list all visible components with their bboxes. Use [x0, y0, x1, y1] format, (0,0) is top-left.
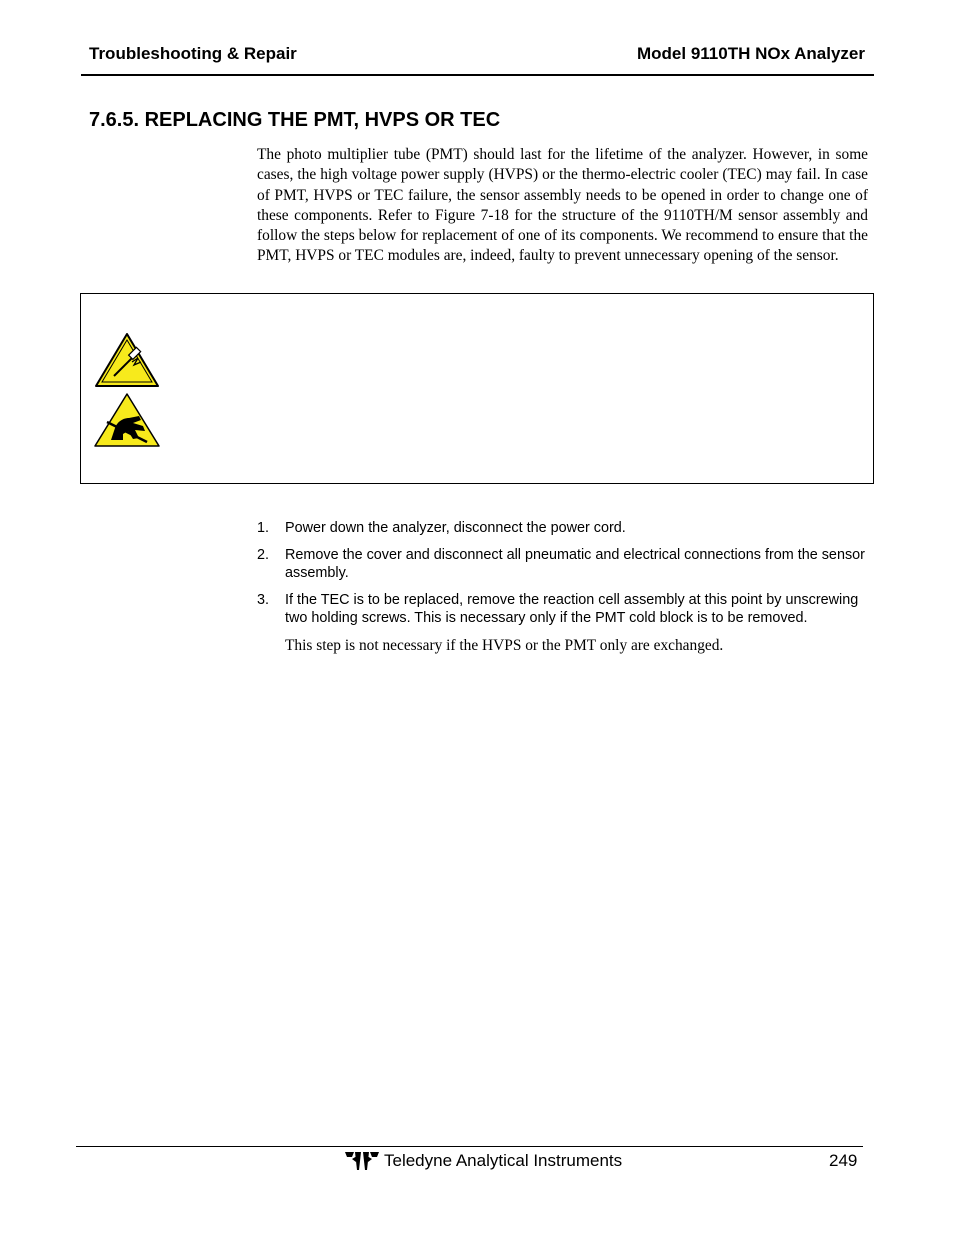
header-section-name: Troubleshooting & Repair	[89, 44, 297, 63]
intro-paragraph: The photo multiplier tube (PMT) should last for the lifetime of the analyzer. However, in some cases, the high voltage power supply (HVPS) or the thermo-electric cooler (TEC) may fail. In case of PMT, HVPS or TEC failure, the sensor assembly needs to be opened in order to change one of these components. Refer to Figure 7-18 for the structure of the 9110TH/M sensor assembly and follow the steps below for replacement of one of its components. We recommend to ensure that the PMT, HVPS or TEC modules are, indeed, faulty to prevent unnecessary opening of the sensor.	[257, 146, 868, 265]
page-number: 249	[829, 1151, 858, 1170]
procedure-steps	[257, 519, 869, 656]
step-number: 1.	[257, 520, 270, 536]
section-title: 7.6.5. REPLACING THE PMT, HVPS OR TEC	[89, 109, 501, 131]
electrical-shock-hazard-icon	[94, 332, 160, 388]
list-item	[257, 519, 869, 537]
header-rule	[81, 74, 874, 76]
list-item	[257, 591, 869, 627]
step-text: Remove the cover and disconnect all pneumatic and electrical connections from the sensor assembly.	[285, 547, 865, 581]
teledyne-logo-icon	[344, 1150, 380, 1172]
esd-hazard-icon	[93, 392, 161, 448]
footer-rule	[76, 1146, 863, 1147]
step-number: 3.	[257, 592, 270, 608]
step-text: Power down the analyzer, disconnect the power cord.	[285, 520, 626, 536]
warning-box	[80, 293, 874, 484]
step-note: This step is not necessary if the HVPS or the PMT only are exchanged.	[285, 637, 724, 654]
step-number: 2.	[257, 547, 270, 563]
step-text: If the TEC is to be replaced, remove the reaction cell assembly at this point by unscrewing two holding screws. This is necessary only if the PMT cold block is to be removed.	[285, 592, 859, 626]
list-item	[257, 546, 869, 582]
footer-company: Teledyne Analytical Instruments	[384, 1151, 623, 1170]
header-model-name: Model 9110TH NOx Analyzer	[636, 44, 865, 63]
